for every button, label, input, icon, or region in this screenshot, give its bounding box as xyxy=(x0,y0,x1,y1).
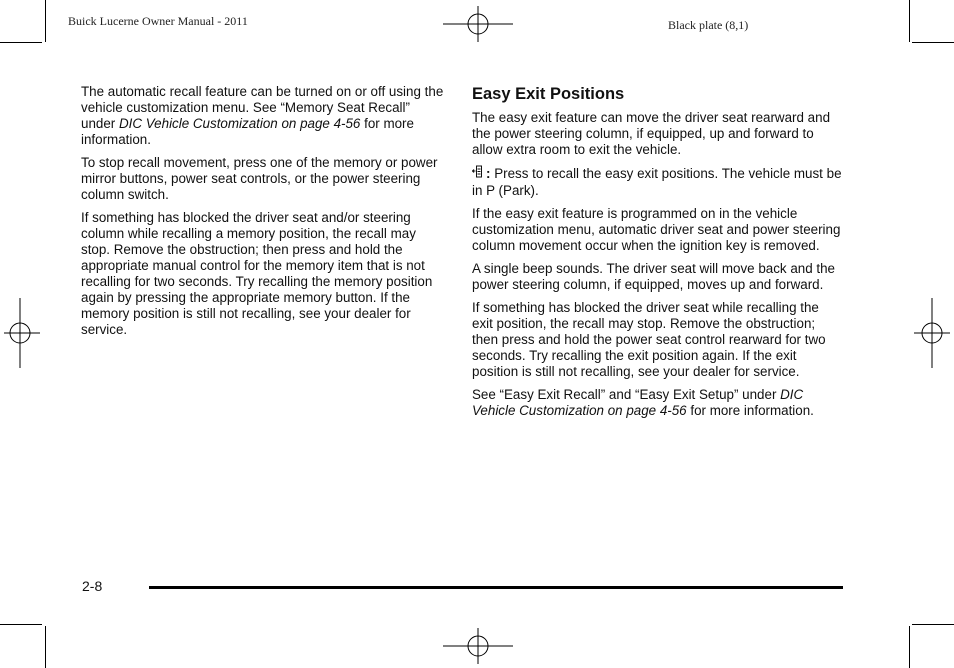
crop-mark xyxy=(0,624,42,625)
registration-mark-bottom xyxy=(443,628,513,664)
paragraph-easy-exit-intro: The easy exit feature can move the driver seat rearward and the power steering column, if equipped, up and forward to allow extra room to exit the vehicle. xyxy=(472,110,831,157)
paragraph-stop-recall: To stop recall movement, press one of the memory or power mirror buttons, power seat controls, or the power steering column switch. xyxy=(81,155,438,202)
paragraph-easy-exit-button: : Press to recall the easy exit positions. The vehicle must be in P (Park). xyxy=(472,166,842,198)
plate-label: Black plate (8,1) xyxy=(668,18,749,32)
page-number: 2-8 xyxy=(82,578,103,594)
manual-title: Buick Lucerne Owner Manual - 2011 xyxy=(68,14,248,28)
crop-mark xyxy=(912,624,954,625)
registration-mark-top xyxy=(443,6,513,42)
paragraph-blocked-recall: If something has blocked the driver seat and/or steering column while recalling a memory position, the recall may stop. Remove the obstruction; then press and hold the appropriate manual control for the memory item that is not recalling for two seconds. Try recalling the memory position again by pressing the appropriate memory button. If the memory position is still not recalling, see your dealer for service. xyxy=(81,210,433,337)
left-column xyxy=(81,84,446,345)
crop-mark xyxy=(912,42,954,43)
paragraph-ignition: If the easy exit feature is programmed on in the vehicle customization menu, automatic driver seat and power steering column movement occur when the ignition key is removed. xyxy=(472,206,841,253)
section-heading: Easy Exit Positions xyxy=(472,85,625,103)
crop-mark xyxy=(45,626,46,668)
paragraph-automatic-recall: The automatic recall feature can be turned on or off using the vehicle customization menu. See “Memory Seat Recall” under DIC Vehicle Customization on page 4-56 for more information. xyxy=(81,84,444,147)
paragraph-see-also: See “Easy Exit Recall” and “Easy Exit Setup” under DIC Vehicle Customization on page 4-56 for more information. xyxy=(472,387,814,418)
registration-mark-left xyxy=(4,298,40,368)
crop-mark xyxy=(0,42,42,43)
cross-reference: DIC Vehicle Customization on page 4-56 xyxy=(118,116,361,131)
paragraph-beep: A single beep sounds. The driver seat will move back and the power steering column, if equipped, moves up and forward. xyxy=(472,261,835,292)
easy-exit-seat-icon xyxy=(472,165,484,183)
crop-mark xyxy=(909,626,910,668)
crop-mark xyxy=(909,0,910,42)
registration-mark-right xyxy=(914,298,950,368)
cross-reference: DIC Vehicle Customization on page 4-56 xyxy=(472,387,804,418)
footer-rule xyxy=(149,586,843,589)
right-column xyxy=(472,84,842,426)
paragraph-blocked-exit: If something has blocked the driver seat while recalling the exit position, the recall may stop. Remove the obstruction; then press and hold the power seat control rearward for two seconds. Try recalling the exit position again. If the exit position is still not recalling, see your dealer for service. xyxy=(472,300,826,379)
crop-mark xyxy=(45,0,46,42)
